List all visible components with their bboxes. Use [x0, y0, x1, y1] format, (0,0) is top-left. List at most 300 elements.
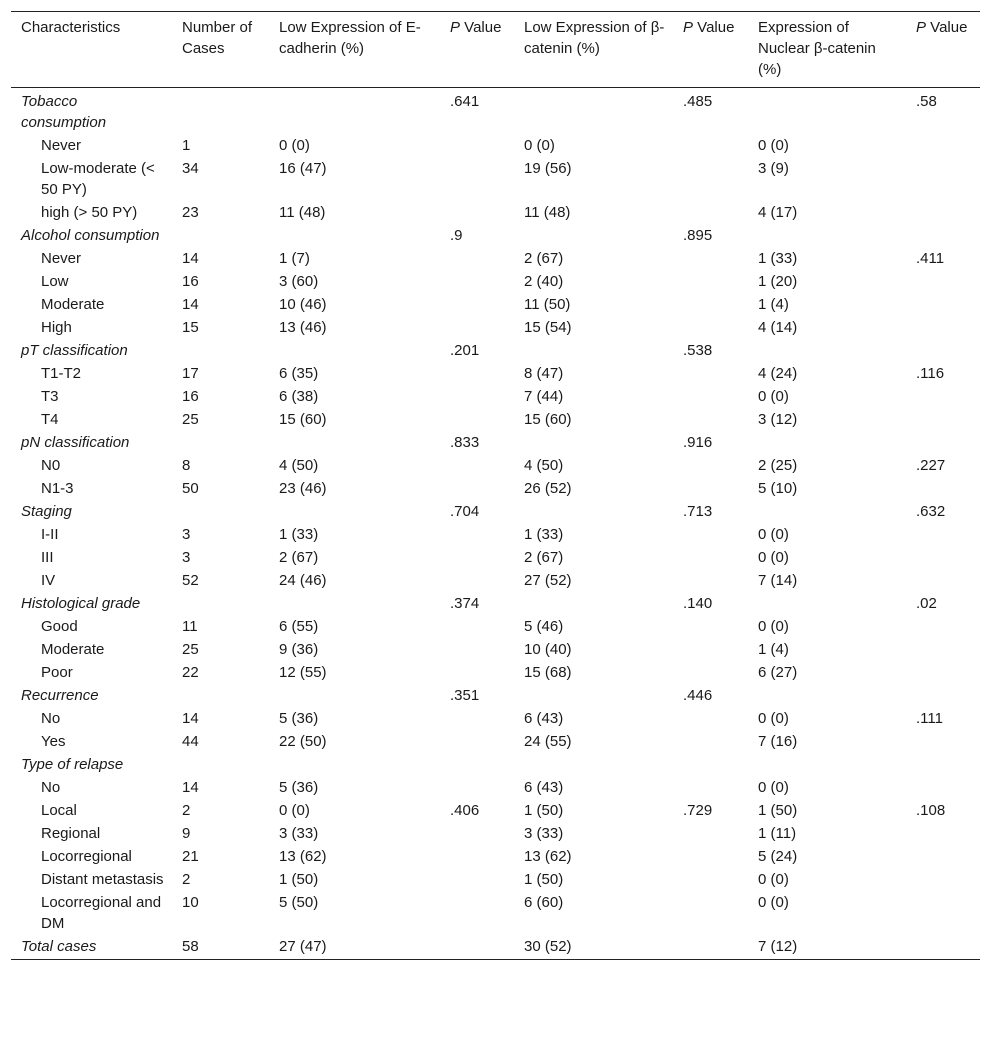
header-italic-prefix: P — [450, 19, 461, 36]
table-cell — [906, 135, 980, 158]
row-label: high (> 50 PY) — [41, 204, 138, 221]
table-cell — [906, 386, 980, 409]
cell-value: 1 (11) — [758, 825, 797, 842]
table-cell — [172, 892, 269, 936]
row-label-cell — [11, 317, 172, 340]
cell-value: 0 (0) — [524, 137, 555, 154]
table-cell — [906, 754, 980, 777]
row-label: No — [41, 710, 61, 727]
column-header — [440, 12, 514, 88]
table-cell — [440, 432, 514, 455]
cell-value: .351 — [450, 687, 480, 704]
table-cell — [748, 202, 906, 225]
table-cell — [514, 892, 673, 936]
table-cell — [748, 892, 906, 936]
table-cell — [748, 593, 906, 616]
table-cell — [269, 225, 440, 248]
table-cell — [748, 639, 906, 662]
cell-value: 1 (7) — [279, 250, 310, 267]
table-cell — [906, 662, 980, 685]
table-cell — [906, 936, 980, 960]
cell-value: 21 — [182, 848, 199, 865]
row-label: IV — [41, 572, 56, 589]
table-cell — [906, 846, 980, 869]
table-cell — [906, 158, 980, 202]
table-cell — [440, 158, 514, 202]
cell-value: 2 (25) — [758, 457, 798, 474]
cell-value: 4 (14) — [758, 319, 798, 336]
table-cell — [514, 570, 673, 593]
header-text: Low Expression of β-catenin (%) — [524, 19, 665, 57]
table-cell — [673, 317, 748, 340]
row-label: Moderate — [41, 296, 105, 313]
cell-value: .713 — [683, 503, 713, 520]
header-text: Expression of Nuclear β-catenin (%) — [758, 19, 876, 78]
table-row — [11, 478, 980, 501]
table-cell — [440, 409, 514, 432]
table-cell — [440, 271, 514, 294]
category-row — [11, 340, 980, 363]
table-cell — [269, 570, 440, 593]
table-row — [11, 455, 980, 478]
cell-value: 0 (0) — [758, 137, 789, 154]
category-row — [11, 593, 980, 616]
table-cell — [673, 202, 748, 225]
cell-value: 3 — [182, 549, 191, 566]
table-cell — [269, 754, 440, 777]
table-cell — [673, 432, 748, 455]
table-cell — [673, 340, 748, 363]
table-cell — [269, 685, 440, 708]
table-cell — [440, 363, 514, 386]
cell-value: 6 (60) — [524, 894, 564, 911]
cell-value: 1 (33) — [758, 250, 798, 267]
row-label-cell — [11, 363, 172, 386]
cell-value: 23 (46) — [279, 480, 327, 497]
cell-value: 2 — [182, 802, 191, 819]
table-cell — [172, 936, 269, 960]
cell-value: 15 (60) — [524, 411, 572, 428]
row-label-cell — [11, 340, 172, 363]
header-text: Characteristics — [21, 19, 121, 36]
results-table — [11, 11, 980, 960]
table-cell — [906, 409, 980, 432]
table-cell — [514, 294, 673, 317]
table-row — [11, 202, 980, 225]
row-label-cell — [11, 294, 172, 317]
row-label: Never — [41, 250, 82, 267]
table-cell — [269, 777, 440, 800]
cell-value: 1 (33) — [279, 526, 319, 543]
row-label-cell — [11, 478, 172, 501]
table-row — [11, 800, 980, 823]
table-cell — [440, 708, 514, 731]
cell-value: .632 — [916, 503, 946, 520]
table-cell — [748, 386, 906, 409]
table-cell — [172, 340, 269, 363]
cell-value: 13 (62) — [524, 848, 572, 865]
cell-value: .201 — [450, 342, 480, 359]
table-row — [11, 363, 980, 386]
cell-value: 15 (68) — [524, 664, 572, 681]
row-label: Low — [41, 273, 69, 290]
row-label-cell — [11, 570, 172, 593]
row-label-cell — [11, 202, 172, 225]
row-label: Histological grade — [21, 595, 141, 612]
row-label: Never — [41, 137, 82, 154]
cell-value: .374 — [450, 595, 480, 612]
table-cell — [514, 639, 673, 662]
table-row — [11, 271, 980, 294]
cell-value: 1 (50) — [524, 802, 564, 819]
table-cell — [172, 754, 269, 777]
table-cell — [748, 409, 906, 432]
table-cell — [172, 777, 269, 800]
table-cell — [748, 685, 906, 708]
cell-value: 9 — [182, 825, 191, 842]
cell-value: 10 (46) — [279, 296, 327, 313]
table-cell — [673, 800, 748, 823]
table-cell — [906, 294, 980, 317]
table-row — [11, 869, 980, 892]
cell-value: 8 (47) — [524, 365, 564, 382]
table-cell — [748, 363, 906, 386]
cell-value: 1 (50) — [758, 802, 798, 819]
table-cell — [269, 202, 440, 225]
table-cell — [440, 202, 514, 225]
table-cell — [906, 777, 980, 800]
cell-value: .485 — [683, 93, 713, 110]
cell-value: 7 (12) — [758, 938, 798, 955]
table-body — [11, 88, 980, 960]
table-cell — [440, 455, 514, 478]
table-cell — [269, 271, 440, 294]
table-cell — [440, 225, 514, 248]
table-cell — [673, 639, 748, 662]
table-cell — [172, 158, 269, 202]
cell-value: 16 (47) — [279, 160, 327, 177]
table-cell — [906, 708, 980, 731]
table-cell — [906, 570, 980, 593]
cell-value: 0 (0) — [758, 871, 789, 888]
table-cell — [906, 616, 980, 639]
row-label-cell — [11, 800, 172, 823]
cell-value: 6 (43) — [524, 710, 564, 727]
table-cell — [172, 524, 269, 547]
table-cell — [514, 800, 673, 823]
table-cell — [440, 547, 514, 570]
table-row — [11, 135, 980, 158]
cell-value: 1 (4) — [758, 296, 789, 313]
table-cell — [269, 524, 440, 547]
cell-value: 1 (50) — [279, 871, 319, 888]
table-cell — [440, 593, 514, 616]
row-label-cell — [11, 777, 172, 800]
table-cell — [906, 685, 980, 708]
table-cell — [906, 731, 980, 754]
row-label-cell — [11, 271, 172, 294]
row-label: T3 — [41, 388, 59, 405]
cell-value: .108 — [916, 802, 946, 819]
table-cell — [748, 616, 906, 639]
row-label-cell — [11, 846, 172, 869]
table-cell — [440, 662, 514, 685]
category-row — [11, 432, 980, 455]
table-cell — [748, 340, 906, 363]
row-label: Type of relapse — [21, 756, 124, 773]
category-row — [11, 754, 980, 777]
row-label: Distant metastasis — [41, 871, 164, 888]
table-cell — [172, 409, 269, 432]
table-cell — [440, 639, 514, 662]
cell-value: 6 (43) — [524, 779, 564, 796]
cell-value: 34 — [182, 160, 199, 177]
table-row — [11, 409, 980, 432]
cell-value: .406 — [450, 802, 480, 819]
row-label-cell — [11, 455, 172, 478]
table-cell — [172, 869, 269, 892]
table-cell — [269, 248, 440, 271]
table-cell — [172, 708, 269, 731]
row-label: Tobacco consumption — [21, 93, 107, 131]
table-cell — [440, 294, 514, 317]
table-cell — [269, 616, 440, 639]
cell-value: 16 — [182, 273, 199, 290]
table-cell — [269, 846, 440, 869]
table-row — [11, 777, 980, 800]
cell-value: .916 — [683, 434, 713, 451]
cell-value: .116 — [916, 365, 945, 382]
table-cell — [172, 662, 269, 685]
cell-value: 14 — [182, 710, 199, 727]
table-cell — [172, 432, 269, 455]
row-label-cell — [11, 158, 172, 202]
cell-value: .641 — [450, 93, 480, 110]
table-cell — [748, 662, 906, 685]
table-row — [11, 708, 980, 731]
table-cell — [748, 248, 906, 271]
table-cell — [748, 869, 906, 892]
table-cell — [748, 478, 906, 501]
cell-value: 1 (20) — [758, 273, 798, 290]
table-cell — [514, 501, 673, 524]
table-cell — [269, 731, 440, 754]
table-cell — [748, 570, 906, 593]
table-cell — [673, 409, 748, 432]
table-cell — [906, 478, 980, 501]
row-label: Good — [41, 618, 78, 635]
column-header — [748, 12, 906, 88]
cell-value: 3 (9) — [758, 160, 789, 177]
table-cell — [748, 846, 906, 869]
table-cell — [269, 88, 440, 136]
table-cell — [748, 135, 906, 158]
table-cell — [269, 639, 440, 662]
table-row — [11, 846, 980, 869]
column-header — [269, 12, 440, 88]
table-cell — [269, 547, 440, 570]
table-cell — [172, 685, 269, 708]
table-cell — [172, 88, 269, 136]
table-cell — [172, 386, 269, 409]
row-label-cell — [11, 892, 172, 936]
cell-value: 58 — [182, 938, 199, 955]
row-label: I-II — [41, 526, 59, 543]
row-label: pT classification — [21, 342, 128, 359]
cell-value: 44 — [182, 733, 199, 750]
cell-value: .9 — [450, 227, 463, 244]
table-cell — [514, 593, 673, 616]
table-cell — [269, 409, 440, 432]
table-row — [11, 248, 980, 271]
table-cell — [440, 317, 514, 340]
row-label: Staging — [21, 503, 72, 520]
cell-value: 52 — [182, 572, 199, 589]
table-row — [11, 731, 980, 754]
table-cell — [514, 846, 673, 869]
table-cell — [269, 892, 440, 936]
column-header — [172, 12, 269, 88]
table-cell — [172, 478, 269, 501]
category-row — [11, 88, 980, 136]
table-cell — [748, 225, 906, 248]
table-cell — [269, 363, 440, 386]
table-cell — [906, 363, 980, 386]
cell-value: 14 — [182, 250, 199, 267]
table-cell — [906, 639, 980, 662]
table-cell — [673, 455, 748, 478]
table-row — [11, 547, 980, 570]
cell-value: 1 (4) — [758, 641, 789, 658]
row-label: Poor — [41, 664, 73, 681]
table-cell — [514, 202, 673, 225]
cell-value: 3 — [182, 526, 191, 543]
table-cell — [673, 708, 748, 731]
cell-value: 11 — [182, 618, 198, 635]
cell-value: .02 — [916, 595, 937, 612]
table-cell — [906, 248, 980, 271]
table-cell — [673, 386, 748, 409]
table-cell — [673, 294, 748, 317]
cell-value: 0 (0) — [758, 388, 789, 405]
row-label: pN classification — [21, 434, 130, 451]
row-label: No — [41, 779, 61, 796]
table-cell — [269, 317, 440, 340]
table-cell — [514, 662, 673, 685]
table-cell — [906, 524, 980, 547]
row-label-cell — [11, 386, 172, 409]
table-cell — [514, 616, 673, 639]
cell-value: 4 (50) — [279, 457, 319, 474]
cell-value: .895 — [683, 227, 713, 244]
table-cell — [673, 777, 748, 800]
cell-value: 5 (36) — [279, 710, 319, 727]
table-cell — [172, 616, 269, 639]
table-row — [11, 386, 980, 409]
cell-value: .446 — [683, 687, 713, 704]
table-cell — [514, 731, 673, 754]
row-label: Alcohol consumption — [21, 227, 160, 244]
table-cell — [748, 731, 906, 754]
cell-value: 10 (40) — [524, 641, 572, 658]
row-label-cell — [11, 936, 172, 960]
table-cell — [514, 340, 673, 363]
table-row — [11, 317, 980, 340]
header-text: Low Expression of E-cadherin (%) — [279, 19, 421, 57]
table-cell — [514, 869, 673, 892]
table-cell — [673, 593, 748, 616]
table-cell — [514, 478, 673, 501]
table-cell — [172, 225, 269, 248]
header-text: Value — [926, 19, 968, 36]
cell-value: 4 (17) — [758, 204, 798, 221]
cell-value: 8 — [182, 457, 191, 474]
table-cell — [440, 478, 514, 501]
table-cell — [748, 777, 906, 800]
table-cell — [673, 754, 748, 777]
cell-value: 13 (62) — [279, 848, 327, 865]
cell-value: 4 (24) — [758, 365, 798, 382]
column-header — [906, 12, 980, 88]
row-label: Locorregional — [41, 848, 132, 865]
cell-value: 7 (16) — [758, 733, 798, 750]
cell-value: 50 — [182, 480, 199, 497]
cell-value: .704 — [450, 503, 480, 520]
cell-value: 25 — [182, 411, 199, 428]
table-cell — [673, 823, 748, 846]
row-label: Moderate — [41, 641, 105, 658]
table-cell — [269, 869, 440, 892]
table-cell — [514, 754, 673, 777]
cell-value: 11 (50) — [524, 296, 571, 313]
cell-value: 25 — [182, 641, 199, 658]
row-label: Locorregional and DM — [41, 894, 162, 932]
table-cell — [440, 800, 514, 823]
cell-value: 0 (0) — [279, 802, 310, 819]
table-cell — [172, 317, 269, 340]
table-cell — [514, 547, 673, 570]
row-label-cell — [11, 524, 172, 547]
row-label: III — [41, 549, 54, 566]
table-cell — [514, 248, 673, 271]
table-cell — [514, 708, 673, 731]
table-cell — [172, 846, 269, 869]
table-cell — [440, 869, 514, 892]
table-cell — [514, 158, 673, 202]
table-cell — [748, 455, 906, 478]
header-text: Value — [693, 19, 735, 36]
row-label: Regional — [41, 825, 101, 842]
table-cell — [514, 386, 673, 409]
table-cell — [440, 340, 514, 363]
table-cell — [514, 432, 673, 455]
cell-value: 27 (47) — [279, 938, 327, 955]
cell-value: 30 (52) — [524, 938, 572, 955]
table-cell — [748, 524, 906, 547]
cell-value: .140 — [683, 595, 713, 612]
cell-value: .538 — [683, 342, 713, 359]
cell-value: 6 (35) — [279, 365, 319, 382]
table-cell — [172, 593, 269, 616]
table-row — [11, 662, 980, 685]
table-cell — [440, 892, 514, 936]
cell-value: 15 (60) — [279, 411, 327, 428]
table-cell — [748, 158, 906, 202]
table-cell — [673, 501, 748, 524]
table-cell — [673, 88, 748, 136]
cell-value: 2 (67) — [524, 250, 564, 267]
table-cell — [440, 616, 514, 639]
